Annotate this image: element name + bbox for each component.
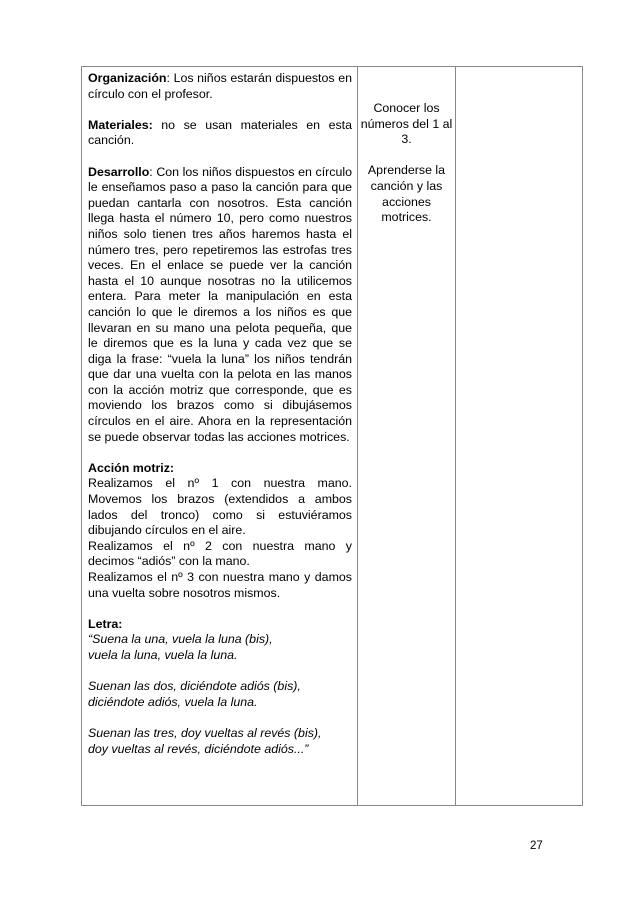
accion-line-3: Realizamos el nº 3 con nuestra mano y damos una vuelta sobre nosotros mismos.: [88, 570, 352, 600]
materiales-label: Materiales:: [88, 117, 153, 132]
desarrollo-label: Desarrollo: [88, 164, 150, 179]
activity-description-cell: [82, 67, 358, 805]
accion-line-2: Realizamos el nº 2 con nuestra mano y decimos “adiós” con la mano.: [88, 538, 352, 569]
empty-cell: [456, 67, 583, 805]
objective-2: Aprenderse la canción y las acciones motrices.: [367, 163, 446, 225]
letra-line: Suenan las tres, doy vueltas al revés (bis),: [88, 725, 322, 740]
materiales-text: no se usan materiales en esta canción.: [88, 117, 352, 148]
organizacion-paragraph: [88, 71, 352, 102]
desarrollo-text: : Con los niños dispuestos en círculo le enseñamos paso a paso la canción para que puedan cantarla con nosotros. Esta canción llega hasta el número 10, pero como nuestros niños solo tienen tres años haremos hasta el número tres, pero repetiremos las estrofas tres veces. En el enlace se puede ver la canción hasta el 10 aunque nosotras no la utilicemos entera. Para meter la manipulación en esta canción lo que le diremos a los niños es que llevaran en su mano una pelota pequeña, que le diremos que es la luna y cada vez que se diga la frase: “vuela la luna” los niños tendrán que dar una vuelta con la pelota en las manos con la acción motriz que corresponde, que es moviendo los brazos como si dibujásemos círculos en el aire. Ahora en la representación se puede observar todas las acciones motrices.: [88, 164, 352, 444]
letra-line: doy vueltas al revés, diciéndote adiós...”: [88, 741, 309, 756]
accion-motriz-label: Acción motriz:: [88, 460, 175, 475]
objective-1: Conocer los números del 1 al 3.: [360, 101, 453, 147]
letra-line: diciéndote adiós, vuela la luna.: [88, 694, 258, 709]
activity-table: [81, 66, 583, 806]
materiales-paragraph: [88, 118, 352, 149]
objectives-cell: [358, 67, 456, 805]
page-number: 27: [530, 840, 543, 852]
organizacion-text: : Los niños estarán dispuestos en círculo con el profesor.: [88, 71, 352, 101]
letra-line: vuela la luna, vuela la luna.: [88, 647, 238, 662]
desarrollo-paragraph: [88, 165, 352, 446]
organizacion-label: Organización: [88, 71, 167, 85]
accion-line-1: Realizamos el nº 1 con nuestra mano. Movemos los brazos (extendidos a ambos lados del tronco) como si estuviéramos dibujando círculos en el aire.: [88, 476, 352, 538]
letra-line: “Suena la una, vuela la luna (bis),: [88, 632, 273, 647]
letra-line: Suenan las dos, diciéndote adiós (bis),: [88, 679, 301, 694]
letra-label: Letra:: [88, 616, 123, 631]
